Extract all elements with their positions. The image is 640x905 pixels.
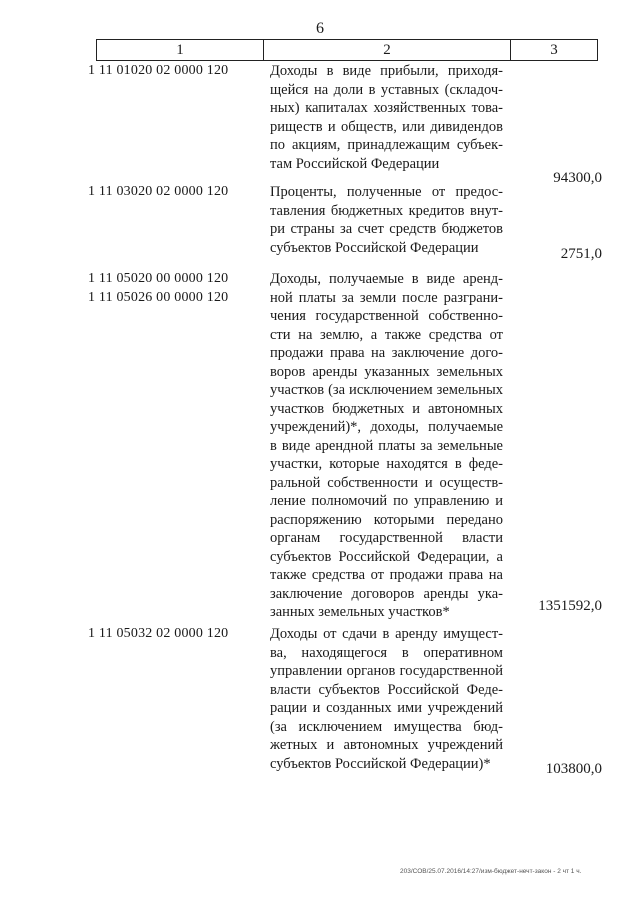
description-line: субъектов Российской Федерации <box>270 239 479 256</box>
description-line: распоряжению которыми передано <box>270 511 503 528</box>
description-line: в виде арендной платы за земельные <box>270 437 503 454</box>
description-line: ление полномочий по управлению и <box>270 493 503 509</box>
description-line: субъектов Российской Федерации, а <box>270 548 503 565</box>
budget-code: 1 11 01020 02 0000 120 <box>88 63 229 78</box>
description-line: чения государственной собственно- <box>270 308 503 324</box>
description-line: ных) капиталах хозяйственных това- <box>270 100 503 116</box>
budget-code: 1 11 05020 00 0000 120 <box>88 271 229 286</box>
description-line: воров аренды указанных земельных <box>270 363 503 380</box>
description-line: тавления бюджетных кредитов внут- <box>270 202 503 219</box>
income-description <box>270 625 503 773</box>
column-header-row <box>96 39 598 61</box>
description-line: там Российской Федерации <box>270 155 440 172</box>
amount-value: 1351592,0 <box>538 598 602 614</box>
income-description <box>270 183 503 257</box>
description-line: ва, находящегося в оперативном <box>270 644 503 661</box>
description-line: ной платы за земли после разграни- <box>270 289 503 306</box>
description-line: риществ и обществ, или дивидендов <box>270 118 503 135</box>
income-description <box>270 270 503 622</box>
column-header-1: 1 <box>97 40 264 60</box>
description-line: продажи права на заключение дого- <box>270 345 503 361</box>
budget-code-cell <box>88 62 263 81</box>
description-line: занных земельных участков* <box>270 604 450 620</box>
description-line: участков бюджетных и автономных <box>270 400 503 417</box>
budget-code-cell <box>88 625 263 644</box>
description-line: органам государственной власти <box>270 530 503 546</box>
description-line: Доходы, получаемые в виде аренд- <box>270 271 503 287</box>
document-footer-note: 203/СОВ/25.07.2016/14:27/изм-бюджет-нечт-закон - 2 чт 1 ч. <box>400 868 582 875</box>
description-line: Доходы от сдачи в аренду имущест- <box>270 626 503 642</box>
description-line: рации и созданных ими учреждений <box>270 700 503 716</box>
budget-code-cell <box>88 270 263 307</box>
budget-code: 1 11 05026 00 0000 120 <box>88 289 229 305</box>
description-line: ри страны за счет средств бюджетов <box>270 221 503 237</box>
description-line: власти субъектов Российской Феде- <box>270 681 503 698</box>
budget-code: 1 11 05032 02 0000 120 <box>88 626 229 641</box>
amount-value: 2751,0 <box>560 246 602 262</box>
description-line: учреждений)*, доходы, получаемые <box>270 419 503 435</box>
description-line: Доходы в виде прибыли, приходя- <box>270 63 503 79</box>
description-line: по акциям, принадлежащим субъек- <box>270 137 503 153</box>
description-line: (за исключением имущества бюд- <box>270 718 503 735</box>
description-line: жетных и автономных учреждений <box>270 737 503 753</box>
column-header-3: 3 <box>550 41 558 58</box>
amount-value: 103800,0 <box>545 761 602 777</box>
description-line: заключение договоров аренды ука- <box>270 585 503 602</box>
description-line: Проценты, полученные от предос- <box>270 184 503 200</box>
description-line: сти на землю, а также средства от <box>270 326 503 343</box>
description-line: субъектов Российской Федерации)* <box>270 755 491 772</box>
income-description <box>270 62 503 173</box>
description-line: щейся на доли в уставных (складоч- <box>270 81 503 98</box>
column-header-2: 2 <box>264 40 511 60</box>
description-line: ральной собственности и осуществ- <box>270 474 503 491</box>
description-line: также средства от продажи права на <box>270 567 503 583</box>
description-line: участков (за исключением земельных <box>270 382 503 398</box>
description-line: управлении органов государственной <box>270 663 503 679</box>
budget-code: 1 11 03020 02 0000 120 <box>88 184 229 199</box>
description-line: участки, которые находятся в феде- <box>270 456 503 472</box>
budget-code-cell <box>88 183 263 202</box>
page-number: 6 <box>316 20 324 37</box>
amount-value: 94300,0 <box>553 170 602 186</box>
